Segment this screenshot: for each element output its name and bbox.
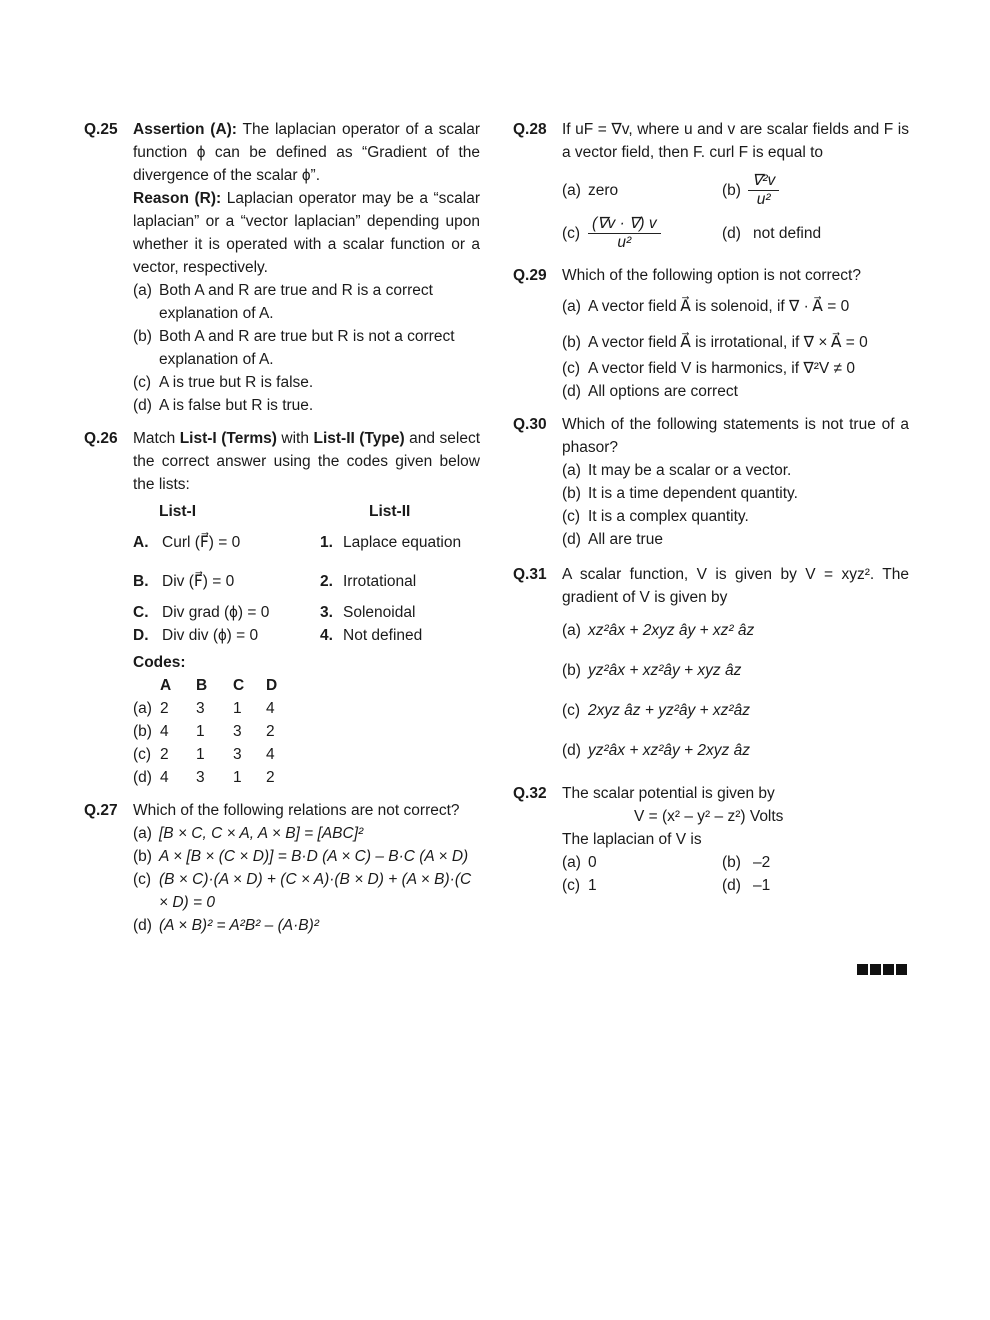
codes-label: Codes: — [133, 654, 186, 671]
option-a — [562, 459, 909, 482]
end-of-section-marker — [857, 964, 907, 975]
option-label: (c) — [133, 871, 152, 888]
intro-text: with — [276, 430, 314, 447]
option-text: A is true but R is false. — [159, 374, 314, 391]
option-label: (c) — [562, 225, 581, 242]
option-a — [133, 279, 480, 325]
option-label: (c) — [133, 374, 152, 391]
code-label: (b) — [133, 723, 152, 740]
code-val: 2 — [160, 746, 169, 763]
option-text: [B × C, C × A, A × B] = [ABC]² — [159, 825, 364, 842]
question-number: Q.27 — [84, 802, 118, 819]
option-b — [562, 659, 909, 682]
question-text: The scalar potential is given by — [562, 785, 775, 802]
option-label: (d) — [562, 531, 581, 548]
option-label: (a) — [133, 825, 152, 842]
item-type: Not defined — [343, 627, 423, 644]
option-c — [133, 371, 480, 394]
option-d — [562, 739, 909, 762]
question-text: A scalar function, V is given by V = xyz². The gradient of V is given by — [562, 566, 909, 606]
option-text: 1 — [588, 877, 597, 894]
item-term: Div div (ϕ) = 0 — [162, 627, 259, 644]
options-row-cd — [562, 874, 909, 897]
codes-col: C — [233, 677, 245, 694]
code-val: 3 — [233, 746, 242, 763]
option-label: (d) — [133, 397, 152, 414]
option-label: (d) — [562, 742, 581, 759]
question-28 — [513, 118, 909, 252]
question-text: Which of the following statements is not true of a phasor? — [562, 416, 909, 456]
denominator: u² — [756, 191, 771, 208]
numerator: ∇²v — [748, 172, 779, 191]
question-number: Q.30 — [513, 416, 547, 433]
option-label: (b) — [133, 328, 152, 345]
option-label: (b) — [133, 848, 152, 865]
question-29 — [513, 264, 909, 403]
option-d — [562, 380, 909, 403]
question-text — [133, 427, 480, 496]
equation: V = (x² – y² – z²) Volts — [634, 808, 784, 825]
option-a — [562, 619, 909, 642]
item-label: 3. — [320, 604, 333, 621]
option-d — [133, 914, 480, 937]
codes-header — [133, 674, 480, 697]
code-val: 4 — [160, 769, 169, 786]
item-label: B. — [133, 573, 149, 590]
option-a — [133, 822, 480, 845]
code-val: 2 — [266, 769, 275, 786]
question-text: Which of the following option is not correct? — [562, 267, 861, 284]
code-label: (d) — [133, 769, 152, 786]
options-row-ab — [562, 851, 909, 874]
question-30 — [513, 413, 909, 551]
codes-row-d — [133, 766, 480, 789]
codes-row-c — [133, 743, 480, 766]
option-label: (d) — [722, 877, 741, 894]
option-text: 2xyz âz + yz²ây + xz²âz — [588, 702, 750, 719]
code-label: (c) — [133, 746, 152, 763]
option-label: (b) — [562, 334, 581, 351]
item-label: C. — [133, 604, 149, 621]
option-text: All are true — [588, 531, 663, 548]
option-label: (c) — [562, 360, 581, 377]
option-d — [133, 394, 480, 417]
option-label: (a) — [562, 462, 581, 479]
option-b — [562, 331, 909, 354]
code-val: 2 — [266, 723, 275, 740]
question-text: If uF = ∇v, where u and v are scalar fields and F is a vector field, then F. curl F is equal to — [562, 121, 909, 161]
option-c — [133, 868, 480, 914]
item-label: A. — [133, 534, 149, 551]
option-text: It may be a scalar or a vector. — [588, 462, 792, 479]
options-row-ab — [562, 172, 909, 209]
option-text: yz²âx + xz²ây + 2xyz âz — [588, 742, 750, 759]
option-text: 0 — [588, 854, 597, 871]
end-square — [883, 964, 894, 975]
item-type: Irrotational — [343, 573, 417, 590]
option-text: A vector field A⃗ is solenoid, if ∇ · A⃗ = 0 — [588, 298, 850, 315]
reason-text: Laplacian operator may be a “scalar laplacian” or a “vector laplacian” depending upon whether it is operated with a scalar function or a vector, respectively. — [133, 190, 480, 276]
option-label: (a) — [133, 282, 152, 299]
option-label: (a) — [562, 182, 581, 199]
option-d — [562, 528, 909, 551]
option-label: (b) — [562, 485, 581, 502]
option-text: A vector field A⃗ is irrotational, if ∇ × A⃗ = 0 — [588, 334, 868, 351]
intro-text: Match — [133, 430, 180, 447]
fraction-c — [588, 215, 661, 252]
option-text: –1 — [753, 877, 771, 894]
option-label: (b) — [562, 662, 581, 679]
code-val: 1 — [196, 746, 205, 763]
option-c — [562, 699, 909, 722]
item-term: Div grad (ϕ) = 0 — [162, 604, 270, 621]
question-27 — [84, 799, 480, 937]
codes-col: D — [266, 677, 278, 694]
option-text: not defind — [753, 225, 822, 242]
option-label: (c) — [562, 877, 581, 894]
list1-header: List-I — [159, 503, 197, 520]
reason — [133, 187, 480, 279]
item-label: 4. — [320, 627, 333, 644]
option-text: –2 — [753, 854, 771, 871]
code-label: (a) — [133, 700, 152, 717]
right-column — [513, 118, 909, 897]
question-text: Which of the following relations are not correct? — [133, 802, 460, 819]
item-term: Curl (F⃗) = 0 — [162, 534, 241, 551]
option-text: yz²âx + xz²ây + xyz âz — [588, 662, 742, 679]
question-26 — [84, 427, 480, 789]
question-number: Q.26 — [84, 430, 118, 447]
item-label: 2. — [320, 573, 333, 590]
match-row-d — [133, 624, 480, 647]
question-text-2: The laplacian of V is — [562, 831, 702, 848]
option-text: A vector field V is harmonics, if ∇²V ≠ 0 — [588, 360, 855, 377]
code-val: 3 — [196, 769, 205, 786]
assertion-label: Assertion (A): — [133, 121, 237, 138]
codes-col: B — [196, 677, 208, 694]
codes-row-b — [133, 720, 480, 743]
code-val: 4 — [266, 746, 275, 763]
question-32 — [513, 782, 909, 897]
list2-header: List-II — [369, 503, 411, 520]
option-c — [562, 357, 909, 380]
option-text: xz²âx + 2xyz ây + xz² âz — [588, 622, 755, 639]
assertion — [133, 118, 480, 187]
question-31 — [513, 563, 909, 762]
question-number: Q.25 — [84, 121, 118, 138]
option-text: It is a time dependent quantity. — [588, 485, 798, 502]
option-text: (B × C)·(A × D) + (C × A)·(B × D) + (A × B)·(C × D) = 0 — [159, 871, 472, 911]
codes-row-a — [133, 697, 480, 720]
option-c — [562, 505, 909, 528]
options-row-cd — [562, 215, 909, 252]
code-val: 3 — [196, 700, 205, 717]
option-a — [562, 295, 909, 318]
assertion-text: The laplacian operator of a scalar function ϕ can be defined as “Gradient of the divergence of the scalar ϕ”. — [133, 121, 480, 184]
end-square — [870, 964, 881, 975]
end-square — [857, 964, 868, 975]
option-label: (d) — [133, 917, 152, 934]
question-number: Q.31 — [513, 566, 547, 583]
question-number: Q.28 — [513, 121, 547, 138]
code-val: 4 — [266, 700, 275, 717]
intro-bold: List-I (Terms) — [179, 430, 277, 447]
option-label: (a) — [562, 298, 581, 315]
code-val: 3 — [233, 723, 242, 740]
option-label: (b) — [722, 854, 741, 871]
codes-col: A — [160, 677, 172, 694]
option-label: (a) — [562, 622, 581, 639]
option-text: A × [B × (C × D)] = B·D (A × C) – B·C (A × D) — [159, 848, 469, 865]
intro-bold: List-II (Type) — [313, 430, 405, 447]
match-row-b — [133, 570, 480, 593]
question-25 — [84, 118, 480, 417]
code-val: 1 — [196, 723, 205, 740]
item-term: Div (F⃗) = 0 — [162, 573, 235, 590]
match-row-c — [133, 601, 480, 624]
numerator: (∇v · ∇) v — [588, 215, 661, 234]
option-text: Both A and R are true and R is a correct explanation of A. — [159, 282, 433, 322]
option-b — [133, 845, 480, 868]
code-val: 2 — [160, 700, 169, 717]
item-label: D. — [133, 627, 149, 644]
item-type: Laplace equation — [343, 534, 462, 551]
denominator: u² — [617, 234, 632, 251]
fraction-b — [748, 172, 779, 209]
code-val: 1 — [233, 769, 242, 786]
option-text: Both A and R are true but R is not a correct explanation of A. — [159, 328, 455, 368]
item-type: Solenoidal — [343, 604, 416, 621]
left-column — [84, 118, 480, 937]
match-row-a — [133, 531, 480, 554]
option-b — [133, 325, 480, 371]
option-label: (d) — [562, 383, 581, 400]
option-label: (c) — [562, 702, 581, 719]
option-b — [562, 482, 909, 505]
option-text: (A × B)² = A²B² – (A·B)² — [159, 917, 319, 934]
option-text: A is false but R is true. — [159, 397, 314, 414]
option-text: zero — [588, 182, 619, 199]
option-label: (b) — [722, 182, 741, 199]
question-number: Q.32 — [513, 785, 547, 802]
item-label: 1. — [320, 534, 333, 551]
question-number: Q.29 — [513, 267, 547, 284]
option-label: (d) — [722, 225, 741, 242]
option-label: (c) — [562, 508, 581, 525]
option-text: It is a complex quantity. — [588, 508, 749, 525]
reason-label: Reason (R): — [133, 190, 222, 207]
intro-text: and select the correct answer using the codes given below the lists: — [133, 430, 481, 493]
end-square — [896, 964, 907, 975]
code-val: 4 — [160, 723, 169, 740]
option-label: (a) — [562, 854, 581, 871]
list-headers — [133, 500, 480, 523]
code-val: 1 — [233, 700, 242, 717]
option-text: All options are correct — [588, 383, 738, 400]
